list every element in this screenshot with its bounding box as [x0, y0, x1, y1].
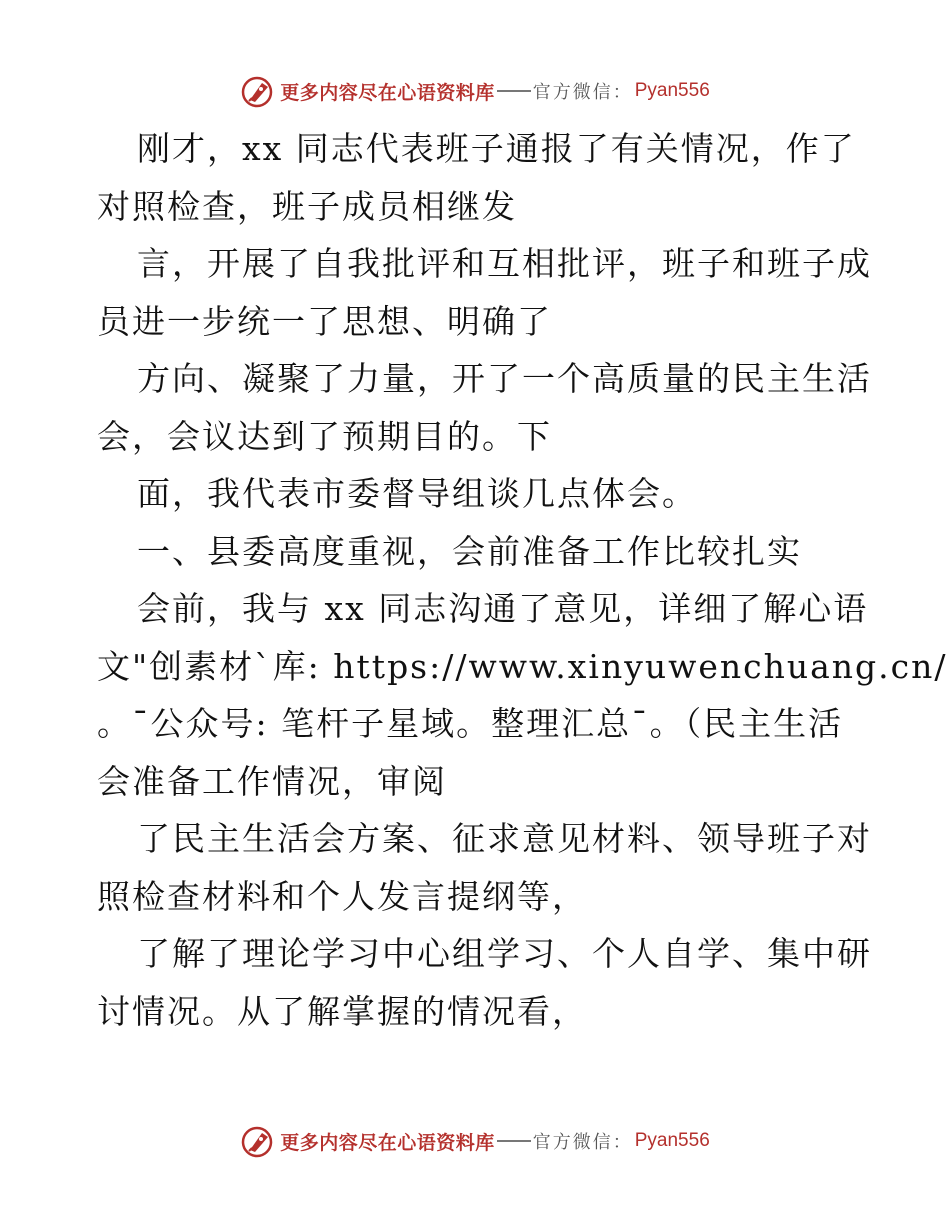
banner-separator	[497, 90, 531, 92]
section-heading: 一、县委高度重视，会前准备工作比较扎实	[137, 531, 802, 571]
document-body	[97, 120, 948, 1040]
banner-wechat-id: Pyan556	[634, 1130, 710, 1151]
text-line: 方向、凝聚了力量，开了一个高质量的民主生活	[137, 359, 872, 398]
text-line: 照检查材料和个人发言提纲等，	[97, 876, 587, 916]
banner-wechat-id: Pyan556	[634, 80, 710, 101]
banner-brand-text: 更多内容尽在心语资料库	[280, 81, 495, 104]
text-line: 了解了理论学习中心组学习、个人自学、集中研	[137, 934, 872, 973]
text-line: 刚才，xx 同志代表班子通报了有关情况，作了	[137, 129, 856, 168]
text-line: 言，开展了自我批评和互相批评，班子和班子成	[137, 244, 872, 283]
text-line: 讨情况。从了解掌握的情况看，	[97, 991, 587, 1031]
banner-wechat-label: 官方微信：	[532, 82, 633, 103]
header-banner	[0, 71, 950, 111]
text-line: 了民主生活会方案、征求意见材料、领导班子对	[137, 819, 872, 858]
text-line: 面，我代表市委督导组谈几点体会。	[137, 474, 697, 513]
text-line: 文"创素材`库: https://www.xinyuwenchuang.cn/	[97, 646, 948, 686]
banner-separator	[497, 1140, 531, 1142]
banner-wechat-label: 官方微信：	[532, 1132, 633, 1153]
text-line: 对照检查，班子成员相继发	[97, 186, 517, 226]
text-line: 会前，我与 xx 同志沟通了意见，详细了解心语	[137, 589, 869, 628]
text-line: 员进一步统一了思想、明确了	[97, 301, 552, 341]
text-line: 会，会议达到了预期目的。下	[97, 416, 552, 456]
banner-brand-text: 更多内容尽在心语资料库	[280, 1131, 495, 1154]
text-line: 。¯公众号: 笔杆子星域。整理汇总¯。（民主生活	[97, 704, 844, 743]
footer-banner	[0, 1121, 950, 1161]
pen-nib-logo-icon	[240, 73, 276, 109]
pen-nib-logo-icon	[240, 1123, 276, 1159]
text-line: 会准备工作情况，审阅	[97, 761, 447, 801]
